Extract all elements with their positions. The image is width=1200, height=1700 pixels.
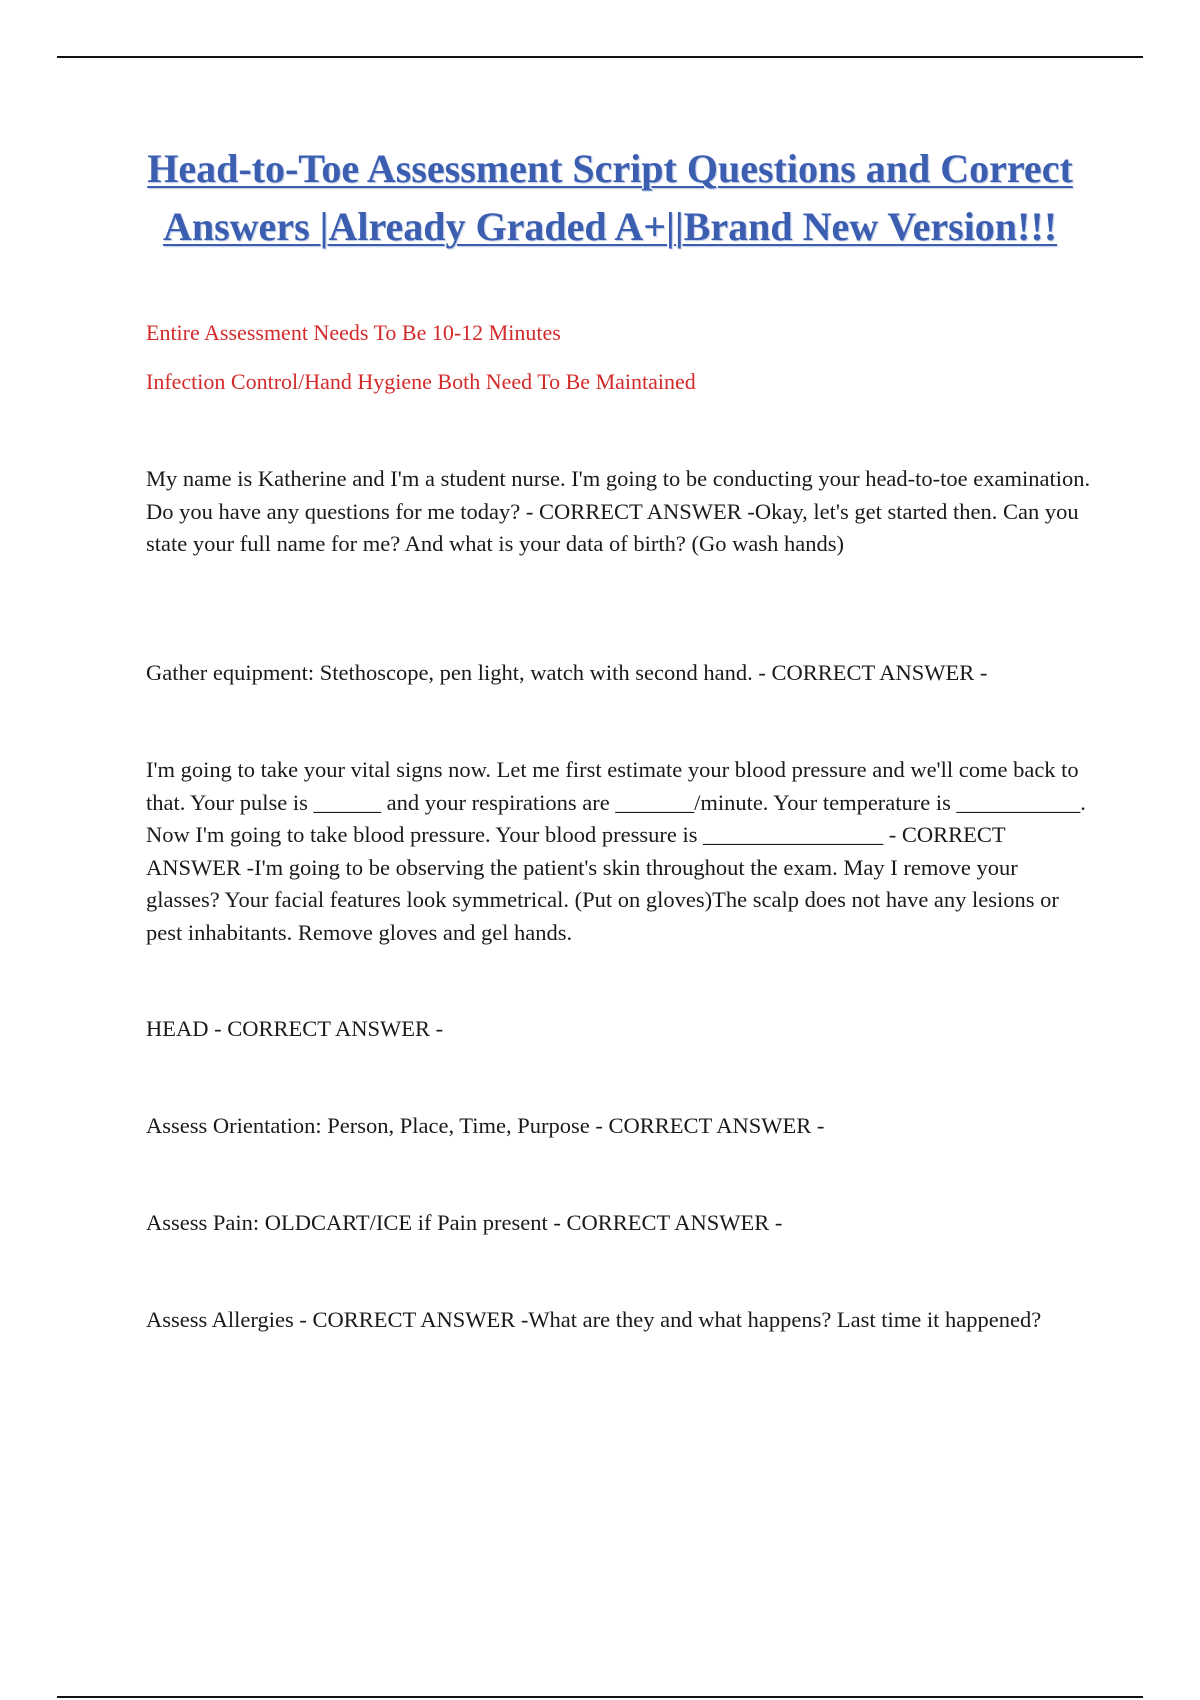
notice-duration: Entire Assessment Needs To Be 10-12 Minutes <box>146 320 561 345</box>
top-horizontal-rule <box>57 56 1143 58</box>
notice-infection-control: Infection Control/Hand Hygiene Both Need To Be Maintained <box>146 369 696 394</box>
paragraph-introduction: My name is Katherine and I'm a student nurse. I'm going to be conducting your head-to-toe examination. Do you have any questions for me today? - CORRECT ANSWER -Okay, let's get started then. Can you state your full name for me? And what is your data of birth? (Go wash hands) <box>146 466 1091 556</box>
bottom-horizontal-rule <box>57 1696 1143 1698</box>
paragraph-pain: Assess Pain: OLDCART/ICE if Pain present - CORRECT ANSWER - <box>146 1210 783 1235</box>
paragraph-gather-equipment: Gather equipment: Stethoscope, pen light, watch with second hand. - CORRECT ANSWER - <box>146 660 988 685</box>
paragraph-vital-signs: I'm going to take your vital signs now. Let me first estimate your blood pressure and we'll come back to that. Your pulse is ______ and your respirations are _______/minute. Your temperature is ___________. Now I'm going to take blood pressure. Your blood pressure is ________________ - CORRECT ANSWER -I'm going to be observing the patient's skin throughout the exam. May I remove your glasses? Your facial features look symmetrical. (Put on gloves)The scalp does not have any lesions or pest inhabitants. Remove gloves and gel hands. <box>146 757 1086 945</box>
paragraph-orientation: Assess Orientation: Person, Place, Time, Purpose - CORRECT ANSWER - <box>146 1113 825 1138</box>
document-title: Head-to-Toe Assessment Script Questions and Correct Answers |Already Graded A+||Brand New Version!!! <box>147 146 1073 249</box>
paragraph-allergies: Assess Allergies - CORRECT ANSWER -What are they and what happens? Last time it happened? <box>146 1307 1042 1332</box>
paragraph-head: HEAD - CORRECT ANSWER - <box>146 1016 444 1041</box>
